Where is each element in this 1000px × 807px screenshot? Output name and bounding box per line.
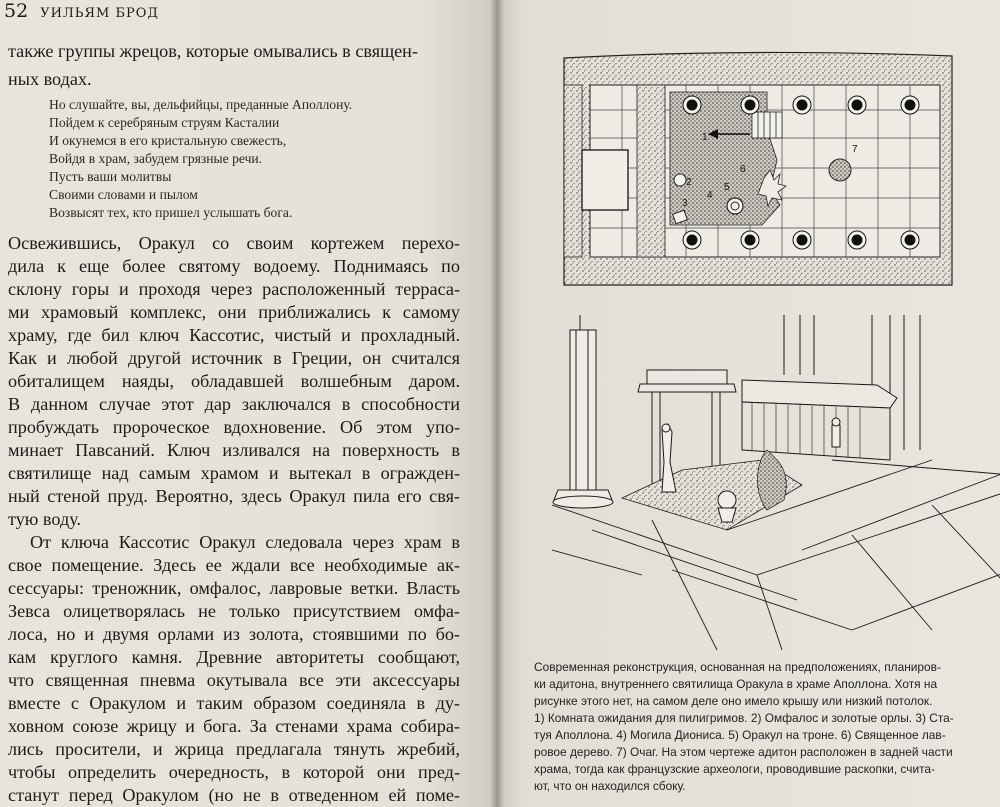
text-line: Зевса олицетворялась не только присутствием омфа- bbox=[8, 601, 460, 621]
plan-label-1: 1 bbox=[702, 132, 708, 143]
page-number: 52 bbox=[4, 0, 29, 22]
verse-line: Пусть ваши молитвы bbox=[49, 169, 172, 184]
left-page bbox=[0, 0, 497, 807]
plan-label-4: 4 bbox=[707, 190, 713, 201]
floor-plan bbox=[564, 52, 952, 285]
perspective-drawing bbox=[552, 315, 1000, 650]
verse-line: Войдя в храм, забудем грязные речи. bbox=[49, 151, 263, 166]
verse-line: Пойдем к серебряным струям Касталии bbox=[49, 115, 280, 130]
text-line: обиталищем наяды, обладавшей волшебным даром. bbox=[8, 371, 460, 391]
caption-line: храма, тогда как французские археологи, проводившие раскопки, счита- bbox=[534, 762, 935, 776]
running-title: УИЛЬЯМ БРОД bbox=[40, 6, 159, 21]
text-line: также группы жрецов, которые омывались в священ- bbox=[8, 41, 418, 61]
text-line: ных водах. bbox=[8, 69, 92, 89]
text-line: дила к еще более святому водоему. Поднимаясь по bbox=[8, 256, 460, 276]
text-line: кам круглого камня. Древние авторитеты сообщают, bbox=[8, 647, 460, 667]
text-line: вместе с Оракулом и таким образом соединяла в ду- bbox=[8, 693, 460, 713]
verse-line: И окунемся в его кристальную свежесть, bbox=[49, 133, 287, 148]
text-line: ми храмовый комплекс, они приближались к самому bbox=[8, 302, 460, 322]
right-page bbox=[497, 0, 1000, 807]
caption-line: 1) Комната ожидания для пилигримов. 2) Омфалос и золотые орлы. 3) Ста- bbox=[534, 711, 954, 725]
text-line: чтобы определить очередность, в которой они пред- bbox=[8, 762, 460, 782]
text-line: пробуждать пророческое вдохновение. Об этом упо- bbox=[8, 417, 460, 437]
plan-label-5: 5 bbox=[724, 182, 730, 193]
text-line: Как и любой другой источник в Греции, он считался bbox=[8, 348, 460, 368]
text-line: Освежившись, Оракул со своим кортежем перехо- bbox=[8, 233, 460, 253]
plan-label-2: 2 bbox=[686, 177, 692, 188]
text-line: ховном союзе жрицу и бога. За стенами храма собира- bbox=[8, 716, 460, 736]
caption-line: ки адитона, внутреннего святилища Оракула в храме Аполлона. Хотя на bbox=[534, 677, 938, 691]
text-line: сессуары: треножник, омфалос, лавровые ветки. Власть bbox=[8, 578, 460, 598]
text-line: станут перед Оракулом (но не в отведенном ей поме- bbox=[8, 785, 460, 805]
text-line: минает Павсаний. Ключ изливался на поверхность в bbox=[8, 440, 460, 460]
verse-line: Своими словами и пылом bbox=[49, 187, 198, 202]
running-head bbox=[4, 0, 159, 25]
text-line: От ключа Кассотис Оракул следовала через храм в bbox=[30, 532, 460, 552]
verse-line: Возвысят тех, кто пришел услышать бога. bbox=[49, 205, 293, 220]
caption-line: Современная реконструкция, основанная на предположениях, планиров- bbox=[534, 660, 941, 674]
book-gutter bbox=[490, 0, 504, 807]
text-line: лоса, но и двумя орлами из золота, стоявшими по бо- bbox=[8, 624, 460, 644]
text-line: свое помещение. Здесь ее ждали все необходимые ак- bbox=[8, 555, 460, 575]
text-line: лись просители, и жрица предлагала тянуть жребий, bbox=[8, 739, 460, 759]
caption-line: рисунке этого нет, на самом деле оно имело крышу или низкий потолок. bbox=[534, 694, 933, 708]
text-line: тую воду. bbox=[8, 509, 82, 529]
adyton-illustration bbox=[552, 30, 1000, 650]
text-line: святилище над самым храмом и вытекал в огражден- bbox=[8, 463, 460, 483]
text-line: В данном случае этот дар заключался в способности bbox=[8, 394, 460, 414]
text-line: храму, где бил ключ Кассотис, чистый и прохладный. bbox=[8, 325, 460, 345]
caption-line: ровое дерево. 7) Очаг. На этом чертеже адитон расположен в задней части bbox=[534, 745, 953, 759]
caption-line: туя Аполлона. 4) Могила Диониса. 5) Оракул на троне. 6) Священное лав- bbox=[534, 728, 946, 742]
text-line: склону горы и проходя через расположенный терраса- bbox=[8, 279, 460, 299]
verse-line: Но слушайте, вы, дельфийцы, преданные Аполлону. bbox=[49, 97, 353, 112]
caption-line: ют, что он находился сбоку. bbox=[534, 779, 686, 793]
text-line: ный стеной пруд. Вероятно, здесь Оракул пила его свя- bbox=[8, 486, 460, 506]
text-line: что священная пневма окутывала все эти аксессуары bbox=[8, 670, 460, 690]
plan-label-3: 3 bbox=[682, 198, 688, 209]
plan-label-6: 6 bbox=[740, 164, 746, 175]
plan-label-7: 7 bbox=[852, 144, 858, 155]
